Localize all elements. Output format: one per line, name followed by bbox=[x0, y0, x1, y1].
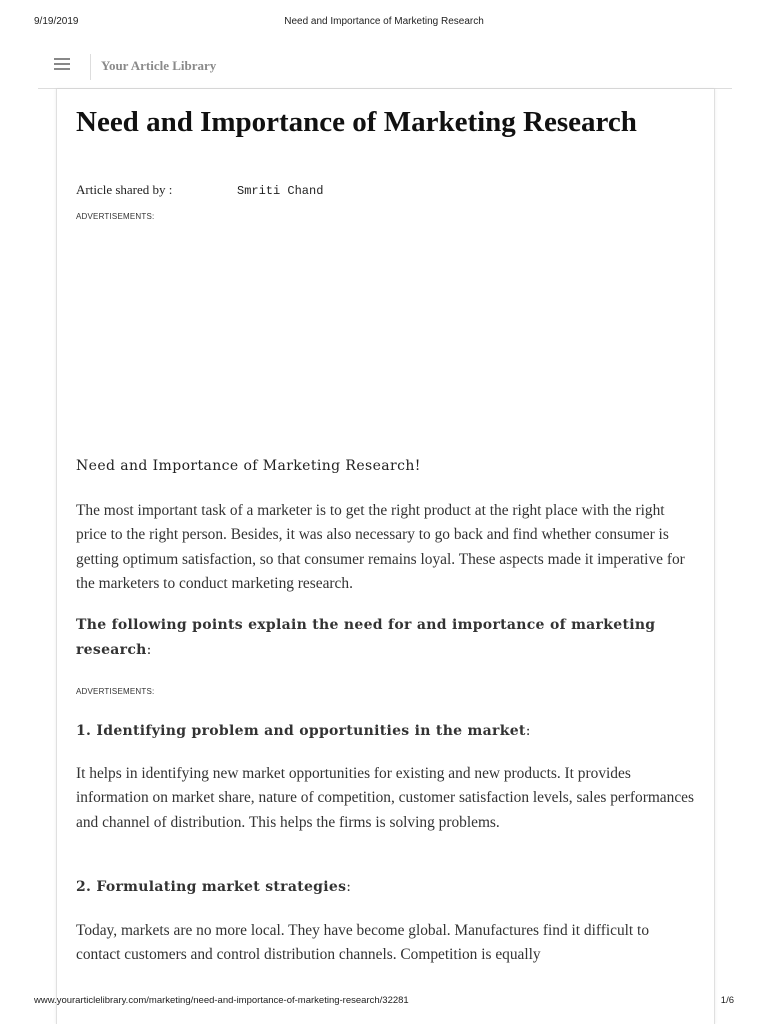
section-heading-text: 2. Formulating market strategies bbox=[76, 879, 347, 895]
section-heading-1: 1. Identifying problem and opportunities in the market: bbox=[76, 723, 531, 739]
intro-heading: Need and Importance of Marketing Research! bbox=[76, 458, 421, 474]
hamburger-menu-icon[interactable] bbox=[54, 58, 70, 70]
section-heading-2: 2. Formulating market strategies: bbox=[76, 879, 352, 895]
print-footer bbox=[0, 995, 768, 1009]
author-name: Smriti Chand bbox=[237, 184, 324, 198]
intro-paragraph: The most important task of a marketer is to get the right product at the right place with the right price to the right person. Besides, it was also necessary to go back and find whether consumer is getting optimum satisfaction, so that consumer remains loyal. These aspects made it imperative for the marketers to conduct marketing research. bbox=[76, 502, 685, 592]
header-divider bbox=[90, 54, 91, 80]
section-paragraph-1: It helps in identifying new market opportunities for existing and new products. It provides information on market share, nature of competition, customer satisfaction levels, sales performances and channel of distribution. This helps the firms is solving problems. bbox=[76, 765, 694, 831]
section-heading-text: 1. Identifying problem and opportunities in the market bbox=[76, 723, 526, 739]
advertisement-label: ADVERTISEMENTS: bbox=[76, 212, 155, 221]
print-header bbox=[0, 16, 768, 30]
print-date: 9/19/2019 bbox=[34, 16, 79, 27]
site-logo-link[interactable]: Your Article Library bbox=[101, 58, 217, 73]
site-header bbox=[38, 52, 732, 89]
advertisement-label: ADVERTISEMENTS: bbox=[76, 687, 155, 696]
byline-label: Article shared by : bbox=[76, 182, 173, 197]
byline bbox=[76, 182, 576, 198]
page-number: 1/6 bbox=[720, 995, 734, 1006]
print-page-title: Need and Importance of Marketing Research bbox=[284, 16, 484, 27]
section-paragraph-2: Today, markets are no more local. They have become global. Manufactures find it difficult to contact customers and control distribution channels. Competition is equally bbox=[76, 922, 650, 964]
article-title: Need and Importance of Marketing Research bbox=[76, 106, 637, 138]
print-url: www.yourarticlelibrary.com/marketing/need-and-importance-of-marketing-research/32281 bbox=[34, 995, 409, 1006]
points-heading-text: The following points explain the need for and importance of marketing research bbox=[76, 617, 656, 658]
points-heading: The following points explain the need for and importance of marketing research: bbox=[76, 617, 656, 658]
